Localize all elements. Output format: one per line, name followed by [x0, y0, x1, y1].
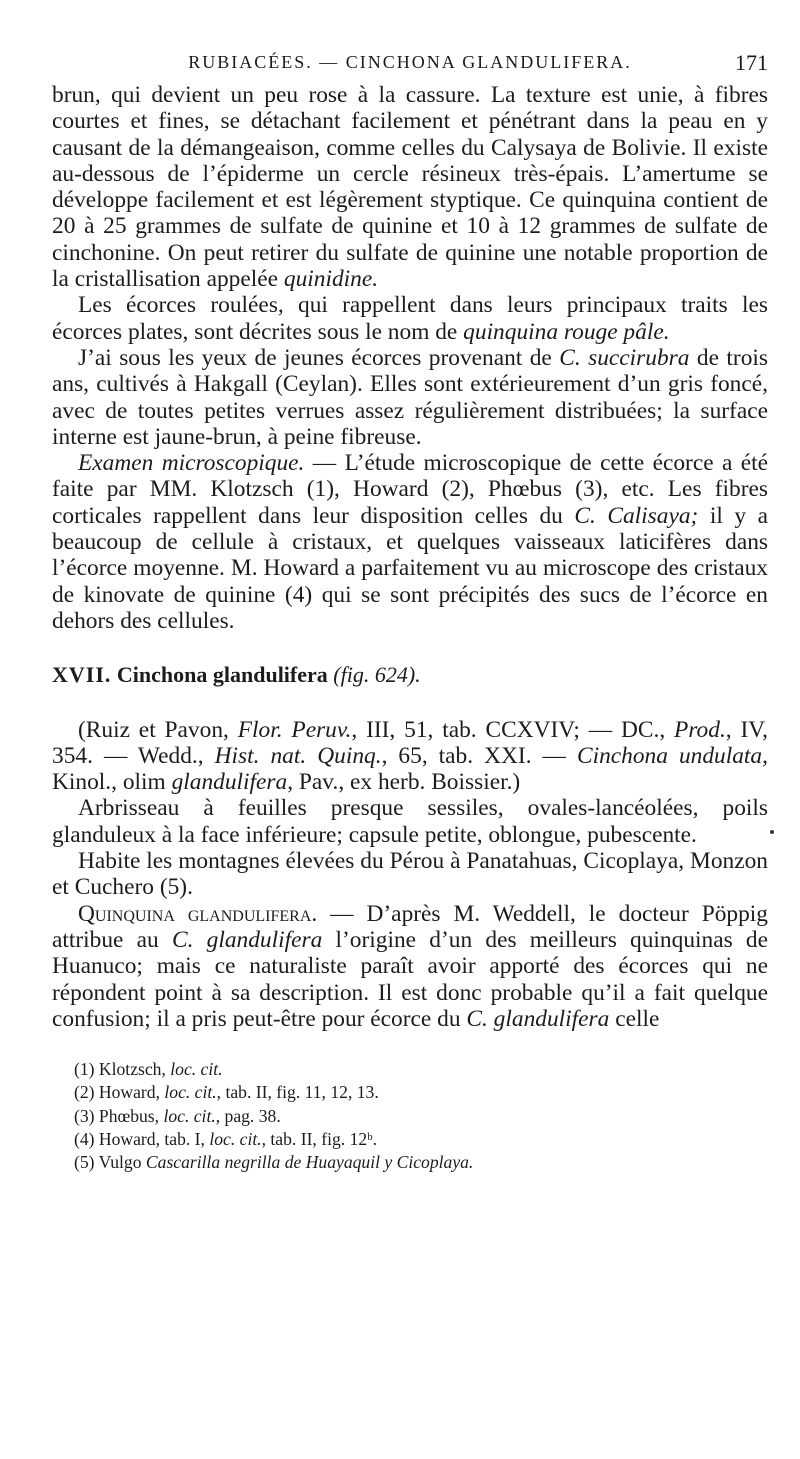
quinquina-paragraph: Quinquina glandulifera. — D’après M. Weddell, le docteur Pöppig attribue au C. glandulifera l’origine d’un des meilleurs quinquinas de Huanuco; mais ce naturaliste paraît avoir apporté des écorces qui ne répondent point à sa description. Il est donc probable qu’il a fait quelque confusion; il a pris peut-être pour écorce du C. glandulifera celle: [52, 900, 768, 1032]
section-figure-ref: (fig. 624).: [333, 662, 421, 688]
paragraph-continuation: brun, qui devient un peu rose à la cassure. La texture est unie, à fibres courtes et fines, se détachant facilement et pénétrant dans la peau en y causant de la démangeaison, comme celles du Calysaya de Bolivie. Il existe au-dessous de l’épiderme un cercle résineux très-épais. L’amertume se développe facilement et est légèrement styptique. Ce quinquina contient de 20 à 25 grammes de sulfate de quinine et 10 à 12 grammes de sulfate de cinchonine. On peut retirer du sulfate de quinine une notable proportion de la cristallisation appelée quinidine.: [52, 82, 768, 293]
habitat-paragraph: Habite les montagnes élevées du Pérou à Panatahuas, Cicoplaya, Monzon et Cuchero (5).: [52, 848, 768, 901]
footnote-5: (5) Vulgo Cascarilla negrilla de Huayaquil y Cicoplaya.: [74, 1151, 474, 1172]
page-number: 171: [735, 50, 768, 75]
running-title: RUBIACÉES. — CINCHONA GLANDULIFERA.: [188, 52, 632, 72]
section-number: XVII.: [52, 662, 112, 688]
footnotes: [52, 1058, 768, 1174]
section-name: Cinchona glandulifera: [116, 662, 328, 688]
synonymy-paragraph: (Ruiz et Pavon, Flor. Peruv., III, 51, tab. CCXVIV; — DC., Prod., IV, 354. — Wedd., Hist. nat. Quinq., 65, tab. XXI. — Cinchona undulata, Kinol., olim glandulifera, Pav., ex herb. Boissier.): [52, 716, 769, 796]
description-paragraph: Arbrisseau à feuilles presque sessiles, ovales-lancéolées, poils glanduleux à la face inférieure; capsule petite, oblongue, pubescente.: [52, 795, 768, 848]
footnote-3: (3) Phœbus, loc. cit., pag. 38.: [74, 1105, 281, 1126]
footnote-4: (4) Howard, tab. I, loc. cit., tab. II, fig. 12ᵇ.: [74, 1128, 378, 1149]
footnote-1: (1) Klotzsch, loc. cit.: [74, 1059, 223, 1080]
ink-speck: [770, 830, 774, 834]
paragraph-microscopic-exam: Examen microscopique. — L’étude microscopique de cette écorce a été faite par MM. Klotzsch (1), Howard (2), Phœbus (3), etc. Les fibres corticales rappellent dans leur disposition celles du C. Calisaya; il y a beaucoup de cellule à cristaux, et quelques vaisseaux laticifères dans l’écorce moyenne. M. Howard a parfaitement vu au microscope des cristaux de kinovate de quinine (4) qui se sont précipités des sucs de l’écorce en dehors des cellules.: [52, 450, 768, 634]
page-header: [52, 52, 768, 82]
paragraph-young-barks: J’ai sous les yeux de jeunes écorces provenant de C. succirubra de trois ans, cultivés à Hakgall (Ceylan). Elles sont extérieurement d’un gris foncé, avec de toutes petites verrues assez régulièrement distribuées; la surface interne est jaune-brun, à peine fibreuse.: [52, 344, 768, 450]
main-text: [52, 82, 768, 1032]
paragraph-rolled-barks: Les écorces roulées, qui rappellent dans leurs principaux traits les écorces plates, sont décrites sous le nom de quinquina rouge pâle.: [52, 292, 768, 345]
footnote-2: (2) Howard, loc. cit., tab. II, fig. 11, 12, 13.: [74, 1082, 379, 1103]
section-heading: [52, 662, 768, 688]
